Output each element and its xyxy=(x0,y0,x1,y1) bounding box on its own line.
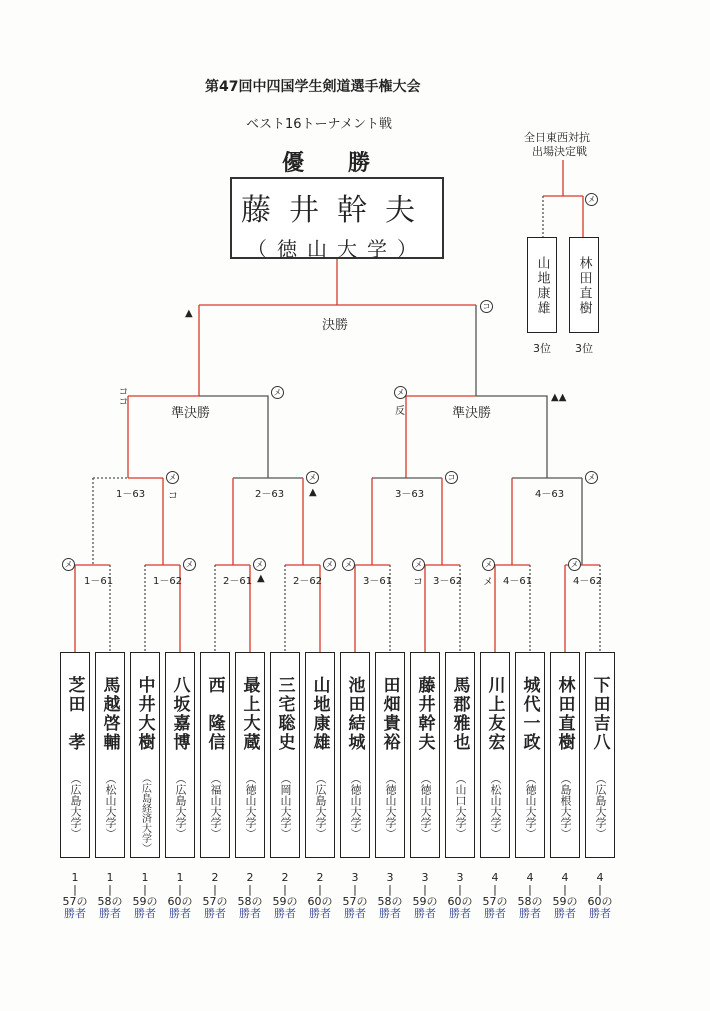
champion-name: 藤井幹夫 xyxy=(241,193,433,228)
mark-r1-4: メ xyxy=(323,558,336,571)
player-13-box xyxy=(480,652,510,858)
mark-qf3-right: コ xyxy=(445,471,458,484)
player-4-name: 八坂嘉博 xyxy=(169,676,190,752)
player-1-name: 芝田 孝 xyxy=(64,676,85,752)
player-16-box xyxy=(585,652,615,858)
player-9-box xyxy=(340,652,370,858)
player-3-source: 1 | 59の 勝者 xyxy=(132,871,158,920)
player-2-name: 馬越啓輔 xyxy=(99,676,120,752)
player-14-box xyxy=(515,652,545,858)
qf1-label: 1－63 xyxy=(116,489,146,500)
semifinal-right-label: 準決勝 xyxy=(452,406,492,421)
player-12-source: 3 | 60の 勝者 xyxy=(447,871,473,920)
player-15-source: 4 | 59の 勝者 xyxy=(552,871,578,920)
player-14-name: 城代一政 xyxy=(519,676,540,752)
mark-semi-left-right: メ xyxy=(271,386,284,399)
tournament-title: 第47回中四国学生剣道選手権大会 xyxy=(205,79,421,95)
side-match-title-2: 出場決定戦 xyxy=(532,145,587,158)
mark-qf2-right-text: ▲ xyxy=(309,487,317,498)
qf4-label: 4－63 xyxy=(535,489,565,500)
mark-r1-5: メ xyxy=(342,558,355,571)
mark-r1-extra-7: メ xyxy=(483,577,493,588)
player-15-name: 林田直樹 xyxy=(554,676,575,752)
player-8-school: （広島大学） xyxy=(314,773,327,839)
player-9-source: 3 | 57の 勝者 xyxy=(342,871,368,920)
player-14-source: 4 | 58の 勝者 xyxy=(517,871,543,920)
player-4-box xyxy=(165,652,195,858)
mark-r1-3: メ xyxy=(253,558,266,571)
player-5-school: （福山大学） xyxy=(209,773,222,839)
mark-qf4-right: メ xyxy=(585,471,598,484)
qf2-label: 2－63 xyxy=(255,489,285,500)
mark-r1-extra-3: ▲ xyxy=(257,573,265,584)
champion-label: 優勝 xyxy=(282,151,415,176)
player-7-name: 三宅聡史 xyxy=(274,676,295,752)
player-2-source: 1 | 58の 勝者 xyxy=(97,871,123,920)
player-5-box xyxy=(200,652,230,858)
player-2-school: （松山大学） xyxy=(104,773,117,839)
side-player-1-name: 山地康雄 xyxy=(534,256,550,316)
mark-final-right: コ xyxy=(480,300,493,313)
side-match-title-1: 全日東西対抗 xyxy=(524,131,590,144)
r1-label-1: 1－61 xyxy=(84,576,114,587)
player-11-box xyxy=(410,652,440,858)
player-13-source: 4 | 57の 勝者 xyxy=(482,871,508,920)
r1-label-5: 3－61 xyxy=(363,576,393,587)
player-9-name: 池田結城 xyxy=(344,676,365,752)
player-6-box xyxy=(235,652,265,858)
player-10-school: （徳山大学） xyxy=(384,773,397,839)
player-15-box xyxy=(550,652,580,858)
mark-final-left: ▲ xyxy=(185,308,193,319)
player-10-source: 3 | 58の 勝者 xyxy=(377,871,403,920)
r1-label-8: 4－62 xyxy=(573,576,603,587)
player-1-school: （広島大学） xyxy=(69,773,82,839)
player-2-box xyxy=(95,652,125,858)
player-6-source: 2 | 58の 勝者 xyxy=(237,871,263,920)
player-6-school: （徳山大学） xyxy=(244,773,257,839)
player-9-school: （徳山大学） xyxy=(349,773,362,839)
side-player-1-rank: 3位 xyxy=(533,342,551,355)
mark-semi-right-left-circle: メ xyxy=(394,386,407,399)
player-16-source: 4 | 60の 勝者 xyxy=(587,871,613,920)
tournament-subtitle: ベスト16トーナメント戦 xyxy=(246,117,393,132)
mark-semi-right-left-text: 反 xyxy=(395,406,405,417)
player-16-school: （広島大学） xyxy=(594,773,607,839)
qf3-label: 3－63 xyxy=(395,489,425,500)
mark-r1-extra-6: コ xyxy=(413,577,423,588)
player-14-school: （徳山大学） xyxy=(524,773,537,839)
player-13-school: （松山大学） xyxy=(489,773,502,839)
final-label: 決勝 xyxy=(322,318,349,333)
player-16-name: 下田吉八 xyxy=(589,676,610,752)
player-7-school: （岡山大学） xyxy=(279,773,292,839)
mark-r1-6: メ xyxy=(412,558,425,571)
player-8-name: 山地康雄 xyxy=(309,676,330,752)
side-match-mark: メ xyxy=(585,193,598,206)
player-6-name: 最上大蔵 xyxy=(239,676,260,752)
player-11-school: （徳山大学） xyxy=(419,773,432,839)
player-10-box xyxy=(375,652,405,858)
side-player-2-name: 林田直樹 xyxy=(576,256,592,316)
player-4-source: 1 | 60の 勝者 xyxy=(167,871,193,920)
player-5-source: 2 | 57の 勝者 xyxy=(202,871,228,920)
player-13-name: 川上友宏 xyxy=(484,676,505,752)
player-12-name: 馬郡雅也 xyxy=(449,676,470,752)
r1-label-3: 2－61 xyxy=(223,576,253,587)
player-11-name: 藤井幹夫 xyxy=(414,676,435,752)
player-1-box xyxy=(60,652,90,858)
player-7-source: 2 | 59の 勝者 xyxy=(272,871,298,920)
player-11-source: 3 | 59の 勝者 xyxy=(412,871,438,920)
player-12-school: （山口大学） xyxy=(454,773,467,839)
mark-qf1-right-circle: メ xyxy=(166,471,179,484)
player-4-school: （広島大学） xyxy=(174,773,187,839)
player-3-school: （広島経済大学） xyxy=(139,773,151,853)
r1-label-2: 1－62 xyxy=(153,576,183,587)
player-10-name: 田畑貴裕 xyxy=(379,676,400,752)
player-5-name: 西 隆信 xyxy=(204,676,225,752)
mark-semi-left-left: ココ xyxy=(116,386,127,406)
player-15-school: （島根大学） xyxy=(559,773,572,839)
player-8-source: 2 | 60の 勝者 xyxy=(307,871,333,920)
mark-r1-7: メ xyxy=(482,558,495,571)
player-12-box xyxy=(445,652,475,858)
player-8-box xyxy=(305,652,335,858)
semifinal-left-label: 準決勝 xyxy=(171,406,211,421)
player-7-box xyxy=(270,652,300,858)
r1-label-6: 3－62 xyxy=(433,576,463,587)
mark-qf1-right-text: コ xyxy=(168,491,178,502)
champion-school: （徳山大学） xyxy=(247,237,427,261)
player-3-name: 中井大樹 xyxy=(134,676,155,752)
mark-semi-right-right: ▲▲ xyxy=(551,392,567,403)
mark-r1-2: メ xyxy=(183,558,196,571)
player-3-box xyxy=(130,652,160,858)
mark-r1-1: メ xyxy=(62,558,75,571)
r1-label-7: 4－61 xyxy=(503,576,533,587)
player-1-source: 1 | 57の 勝者 xyxy=(62,871,88,920)
mark-r1-8: メ xyxy=(568,558,581,571)
mark-qf2-right-circle: メ xyxy=(306,471,319,484)
side-player-2-rank: 3位 xyxy=(575,342,593,355)
r1-label-4: 2－62 xyxy=(293,576,323,587)
